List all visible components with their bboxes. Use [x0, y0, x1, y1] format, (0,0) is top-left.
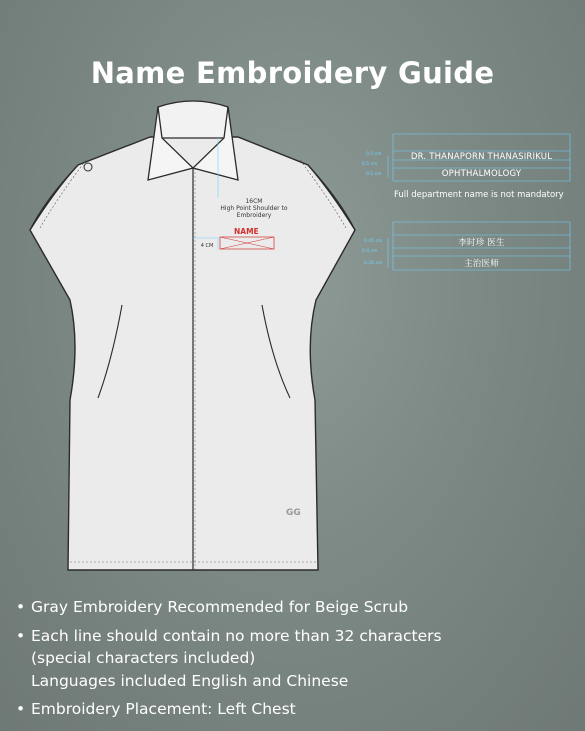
bullet-extra-1: (special characters included) [31, 649, 256, 667]
english-line-2: OPHTHALMOLOGY [441, 169, 522, 179]
english-line-1: DR. THANAPORN THANASIRIKUL [410, 152, 553, 162]
english-dim-2: 0.5 cm [362, 162, 378, 167]
chinese-dim-1: 0.45 cm [364, 239, 383, 244]
bullet-item: • Embroidery Placement: Left Chest [16, 700, 296, 718]
chinese-dim-3: 0.35 cm [364, 261, 383, 266]
bullet-continuation [14, 647, 574, 670]
chinese-line-1: 李时珍 医生 [458, 238, 505, 248]
bullet-continuation [14, 670, 574, 693]
page-title: Name Embroidery Guide [90, 56, 495, 90]
department-note: Full department name is not mandatory [394, 190, 564, 200]
bullet-item: • Each line should contain no more than 32 characters [16, 626, 442, 645]
shoulder-measure-label: 16CM High Point Shoulder to Embroidery [220, 198, 288, 219]
brand-mark: GG [286, 508, 301, 518]
bullet-text: Embroidery Placement: Left Chest [31, 700, 296, 718]
english-dim-3: 0.5 cm [366, 172, 382, 177]
english-dim-1: 0.5 cm [366, 152, 382, 157]
bullet-item: • Gray Embroidery Recommended for Beige Scrub [16, 598, 409, 616]
guide-bullets [14, 596, 574, 721]
name-placeholder: NAME [234, 227, 259, 236]
bullet-text: Gray Embroidery Recommended for Beige Scrub [31, 598, 409, 616]
bullet-extra-2: Languages included English and Chinese [31, 671, 349, 690]
chinese-line-2: 主治医师 [464, 259, 499, 269]
side-measure-label: 4 CM [200, 243, 214, 249]
chinese-dim-2: 0.4 cm [362, 249, 378, 254]
bullet-text: Each line should contain no more than 32 characters [31, 626, 442, 645]
